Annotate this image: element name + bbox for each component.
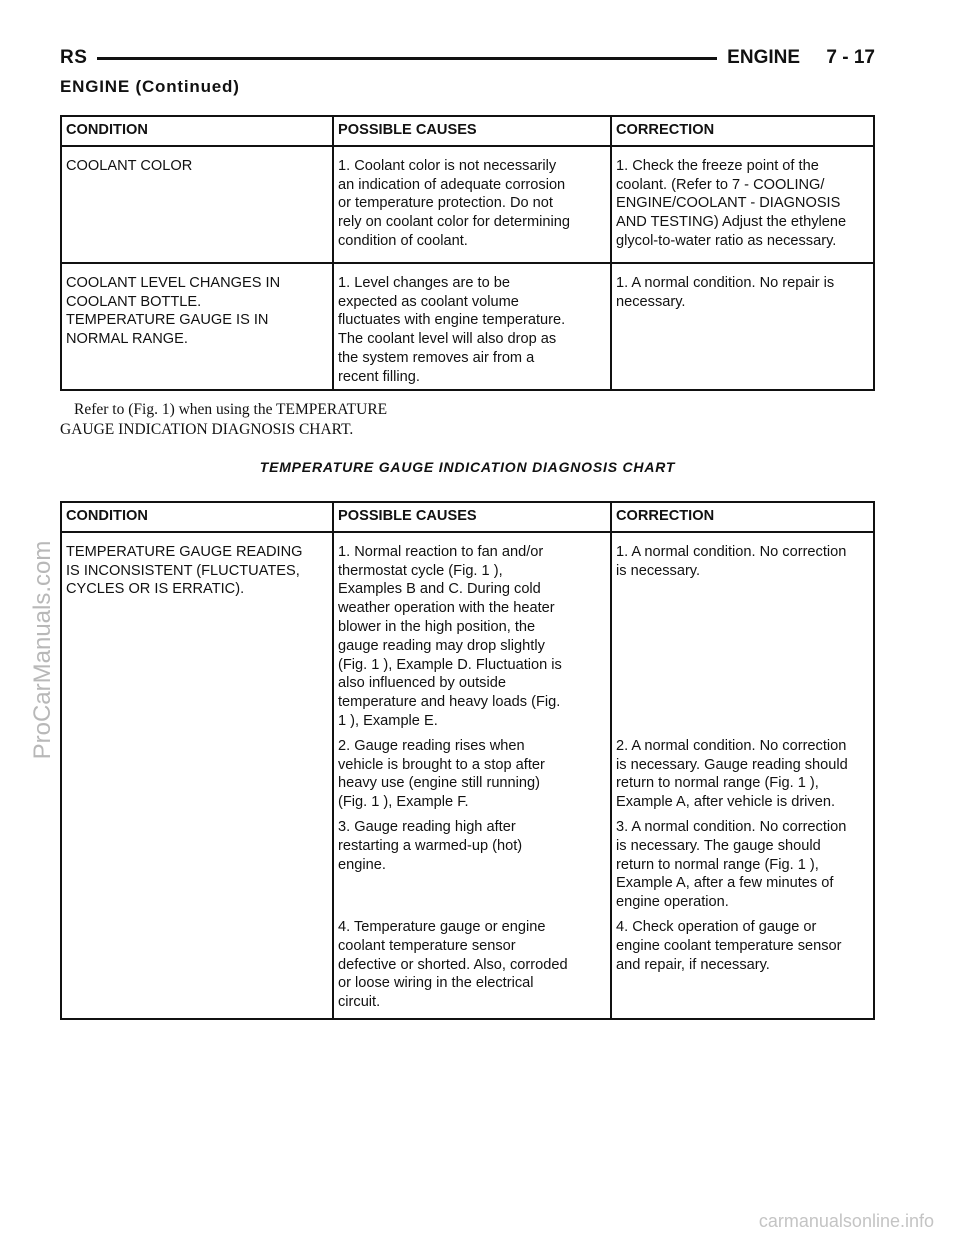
header-page-label: ENGINE 7 - 17 <box>727 47 875 68</box>
cause-cell: 3. Gauge reading high after restarting a warmed-up (hot) engine. <box>333 814 611 914</box>
column-header-correction: CORRECTION <box>611 116 874 146</box>
column-header-condition: CONDITION <box>61 502 333 532</box>
paragraph-line: GAUGE INDICATION DIAGNOSIS CHART. <box>60 420 354 438</box>
correction-cell: 1. A normal condition. No repair is necessary. <box>616 274 835 310</box>
table-header-row <box>61 116 874 146</box>
header-section-code: RS <box>60 47 88 68</box>
table-header-row <box>61 502 874 532</box>
cause-cell: 4. Temperature gauge or engine coolant temperature sensor defective or shorted. Also, corroded or loose wiring in the electrical circuit. <box>333 914 611 1019</box>
column-header-causes: POSSIBLE CAUSES <box>333 502 611 532</box>
temperature-gauge-diagnosis-table <box>60 501 875 1020</box>
side-watermark <box>28 500 58 800</box>
column-header-condition: CONDITION <box>61 116 333 146</box>
bottom-watermark: carmanualsonline.info <box>758 1211 934 1231</box>
column-header-causes: POSSIBLE CAUSES <box>333 116 611 146</box>
table-row <box>61 532 874 733</box>
reference-paragraph <box>60 400 880 439</box>
correction-cell: 1. Check the freeze point of the coolant. (Refer to 7 - COOLING/ ENGINE/COOLANT - DIAGNOSIS AND TESTING) Adjust the ethylene glycol-to-water ratio as necessary. <box>611 146 874 263</box>
coolant-diagnosis-table <box>60 115 875 391</box>
correction-cell: 4. Check operation of gauge or engine coolant temperature sensor and repair, if necessary. <box>616 918 842 973</box>
page-header <box>60 44 875 72</box>
section-title: ENGINE (Continued) <box>60 77 240 96</box>
condition-cell: COOLANT LEVEL CHANGES IN COOLANT BOTTLE. TEMPERATURE GAUGE IS IN NORMAL RANGE. <box>61 263 333 390</box>
condition-cell: COOLANT COLOR <box>61 146 333 263</box>
chart-title: TEMPERATURE GAUGE INDICATION DIAGNOSIS CHART <box>259 459 676 475</box>
cause-cell: 1. Level changes are to be expected as coolant volume fluctuates with engine temperature. The coolant level will also drop as the system removes air from a recent filling. <box>333 263 611 390</box>
paragraph-line: Refer to (Fig. 1) when using the TEMPERATURE <box>74 401 388 418</box>
cause-cell: 1. Normal reaction to fan and/or thermostat cycle (Fig. 1 ), Examples B and C. During cold weather operation with the heater blower in the high position, the gauge reading may drop slightly (Fig. 1 ), Example D. Fluctuation is also influenced by outside temperature and heavy loads (Fig. 1 ), Example E. <box>333 532 611 733</box>
table-row <box>61 263 874 390</box>
side-watermark-text: ProCarManuals.com <box>29 540 56 760</box>
cause-cell: 2. Gauge reading rises when vehicle is brought to a stop after heavy use (engine still running) (Fig. 1 ), Example F. <box>333 733 611 814</box>
cause-cell: 1. Coolant color is not necessarily an indication of adequate corrosion or temperature protection. Do not rely on coolant color for determining condition of coolant. <box>333 146 611 263</box>
correction-cell: 2. A normal condition. No correction is necessary. Gauge reading should return to normal range (Fig. 1 ), Example A, after vehicle is driven. <box>616 737 848 811</box>
column-header-correction: CORRECTION <box>611 502 874 532</box>
condition-cell: TEMPERATURE GAUGE READING IS INCONSISTENT (FLUCTUATES, CYCLES OR IS ERRATIC). <box>61 532 333 1019</box>
table-row <box>61 146 874 263</box>
correction-cell: 1. A normal condition. No correction is necessary. <box>616 543 847 579</box>
header-rule <box>97 57 717 60</box>
correction-cell: 3. A normal condition. No correction is necessary. The gauge should return to normal range (Fig. 1 ), Example A, after a few minutes of engine operation. <box>616 818 847 911</box>
